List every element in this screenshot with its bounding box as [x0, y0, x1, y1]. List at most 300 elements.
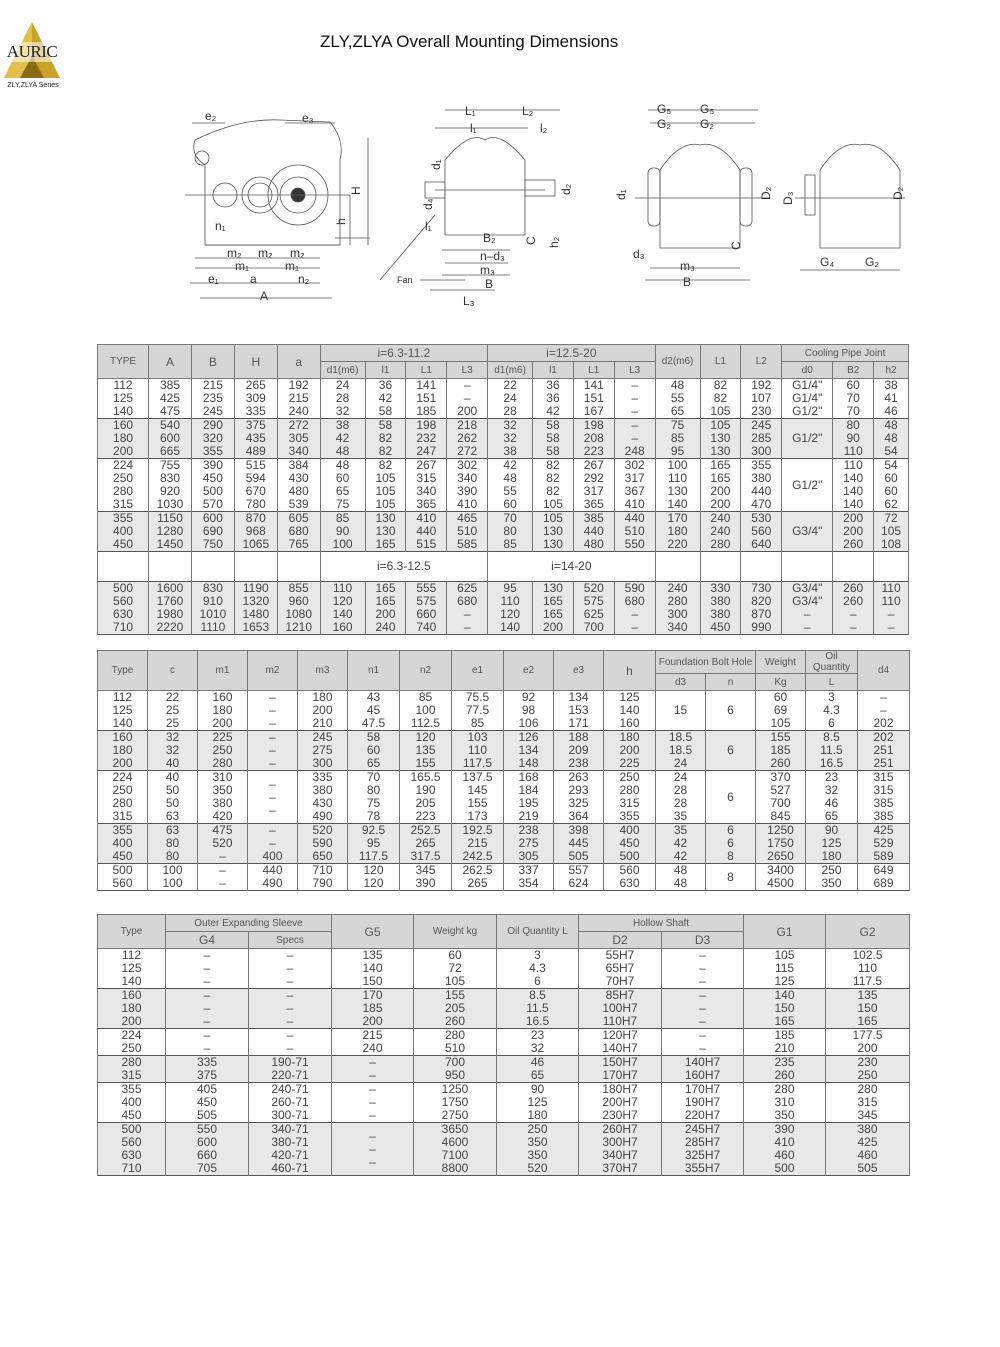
- cell-value: 218: [457, 418, 478, 432]
- cell-value: 32: [503, 418, 517, 432]
- cell-value: 103: [467, 730, 488, 744]
- cell-d0: [782, 459, 833, 512]
- cell-value: G3/4": [792, 581, 823, 595]
- cell-value: –: [203, 974, 211, 988]
- cell-L2: [741, 512, 782, 552]
- table-row-group: [98, 379, 909, 419]
- cell-value: 130: [375, 511, 396, 525]
- cell-value: 505: [857, 1161, 878, 1175]
- cell-value: 450: [202, 471, 223, 485]
- cell-value: 555: [416, 581, 437, 595]
- cell-value: –: [699, 974, 706, 988]
- cell-B: [191, 582, 234, 635]
- cell-value: 238: [568, 756, 589, 770]
- cell-value: 560: [751, 524, 772, 538]
- cell-value: 215: [467, 836, 488, 850]
- cell-value: –: [699, 948, 706, 962]
- cell-value: 649: [873, 863, 894, 877]
- cell-value: 830: [159, 471, 181, 485]
- cell-value: 8.5: [529, 988, 546, 1002]
- cell-value: 140: [113, 404, 134, 418]
- cell-L1b: [573, 379, 614, 419]
- cell-value: 117.5: [358, 849, 389, 863]
- cell-value: 400: [112, 836, 133, 850]
- cell-G1: [744, 1056, 826, 1083]
- cell-H: [234, 379, 277, 419]
- cell-value: 75: [366, 796, 381, 810]
- cell-value: 151: [416, 391, 437, 405]
- cell-value: 140: [121, 974, 142, 988]
- cell-value: 435: [245, 431, 266, 445]
- cell-value: 500: [774, 1161, 795, 1175]
- cell-oil: [806, 771, 858, 824]
- cell-L1b: [573, 512, 614, 552]
- cell-type: [98, 864, 148, 891]
- cell-value: 520: [527, 1161, 548, 1175]
- cell-value: 6: [534, 974, 541, 988]
- cell-value: 135: [362, 948, 383, 962]
- svg-text:n₂: n₂: [298, 272, 310, 286]
- cell-G4: [166, 1083, 249, 1123]
- cell-specs: [249, 1029, 332, 1056]
- cell-value: 75.5: [465, 690, 490, 704]
- cell-value: 250: [857, 1068, 878, 1082]
- cell-value: 1110: [200, 620, 226, 634]
- cell-value: 6: [727, 789, 734, 804]
- cell-value: 275: [518, 836, 539, 850]
- cell-value: 126: [518, 730, 539, 744]
- col-B2: B2: [833, 362, 874, 379]
- cell-value: 280: [710, 537, 731, 551]
- cell-type: [98, 459, 149, 512]
- cell-value: 185: [362, 1001, 383, 1015]
- cell-value: 250: [821, 863, 842, 877]
- cell-d3: [656, 771, 706, 824]
- cell-value: 75: [670, 418, 685, 432]
- cell-value: 302: [624, 458, 645, 472]
- cell-value: 489: [245, 444, 266, 458]
- cell-value: 335: [312, 770, 333, 784]
- cell-value: 41: [884, 391, 898, 405]
- cell-value: 250: [121, 1041, 142, 1055]
- cell-L1a: [406, 419, 447, 459]
- cell-value: 250: [112, 783, 133, 797]
- cell-value: 219: [518, 809, 539, 823]
- cell-value: 210: [774, 1041, 795, 1055]
- cell-value: 292: [583, 471, 604, 485]
- cell-value: 112.5: [410, 716, 441, 730]
- cell-value: 80: [846, 418, 860, 432]
- cell-D3: [662, 949, 744, 989]
- cell-value: 82: [378, 458, 393, 472]
- cell-G5: [332, 1123, 414, 1176]
- cell-value: 7100: [441, 1148, 469, 1162]
- cell-H: [234, 459, 277, 512]
- cell-value: 247: [416, 444, 437, 458]
- cell-value: 355: [121, 1082, 142, 1096]
- cell-value: 110: [857, 961, 878, 975]
- cell-value: 405: [196, 1082, 218, 1096]
- cell-oil: [497, 1123, 579, 1176]
- cell-value: 1280: [156, 524, 184, 538]
- cell-value: 280: [444, 1028, 466, 1042]
- cell-value: 48: [503, 471, 517, 485]
- svg-text:d₄: d₄: [421, 198, 435, 210]
- cell-L1: [700, 419, 741, 459]
- cell-L1: [700, 512, 741, 552]
- cell-n: [706, 864, 756, 891]
- cell-value: –: [699, 961, 706, 975]
- cell-value: –: [269, 836, 276, 850]
- cell-value: 950: [444, 1068, 466, 1082]
- cell-value: 70: [366, 770, 381, 784]
- cell-value: 280: [121, 1055, 142, 1069]
- cell-value: 80: [165, 849, 180, 863]
- cell-value: 390: [774, 1122, 795, 1136]
- cell-value: 130: [667, 484, 688, 498]
- cell-value: 60: [448, 948, 462, 962]
- cell-value: 385: [159, 378, 181, 392]
- cell-value: 230: [857, 1055, 878, 1069]
- cell-m1: [198, 824, 248, 864]
- cell-value: G1/2": [792, 431, 823, 445]
- cell-value: 48: [884, 418, 898, 432]
- cell-value: 105: [710, 404, 731, 418]
- cell-A: [149, 512, 192, 552]
- cell-L1a: [406, 459, 447, 512]
- dimensions-table-3: [97, 914, 910, 1176]
- cell-value: 230H7: [602, 1108, 638, 1122]
- cell-value: –: [203, 948, 211, 962]
- cell-value: 665: [159, 444, 181, 458]
- cell-value: 55H7: [605, 948, 635, 962]
- cell-d2: [655, 379, 700, 419]
- cell-specs: [249, 1123, 332, 1176]
- cell-value: 410: [416, 511, 437, 525]
- cell-d2: [655, 512, 700, 552]
- cell-value: 198: [583, 418, 604, 432]
- cell-value: 38: [503, 444, 517, 458]
- cell-value: 560: [113, 594, 134, 608]
- cell-value: 72: [884, 511, 898, 525]
- svg-text:e₁: e₁: [208, 272, 219, 286]
- cell-value: 110: [881, 581, 901, 595]
- cell-L2: [741, 459, 782, 512]
- cell-G5: [332, 989, 414, 1029]
- cell-value: 95: [503, 581, 517, 595]
- cell-value: 8.5: [823, 730, 840, 744]
- cell-value: 160: [212, 690, 233, 704]
- cell-value: 6: [727, 703, 734, 717]
- cell-value: 540: [159, 418, 181, 432]
- col-specs: Specs: [249, 932, 332, 949]
- cell-value: 350: [527, 1148, 548, 1162]
- cell-value: 24: [335, 378, 350, 392]
- cell-value: 125: [619, 690, 640, 704]
- cell-value: 855: [288, 581, 309, 595]
- cell-B2: [833, 379, 874, 419]
- cell-value: 125: [527, 1095, 548, 1109]
- cell-value: 200: [857, 1041, 878, 1055]
- cell-value: 200: [457, 404, 478, 418]
- cell-value: 300: [751, 444, 772, 458]
- cell-D2: [579, 1123, 662, 1176]
- cell-value: 48: [335, 458, 350, 472]
- cell-weight: [414, 1123, 497, 1176]
- cell-value: 105: [881, 524, 902, 538]
- cell-L2: [741, 582, 782, 635]
- cell-value: 60: [884, 484, 898, 498]
- cell-value: –: [269, 730, 276, 744]
- cell-value: 260-71: [271, 1095, 309, 1109]
- cell-m2: [248, 771, 298, 824]
- cell-value: 102.5: [852, 948, 883, 962]
- cell-value: 125: [112, 703, 133, 717]
- cell-value: 135: [857, 988, 878, 1002]
- cell-value: 440: [751, 484, 772, 498]
- cell-value: 180: [527, 1108, 548, 1122]
- cell-value: 293: [568, 783, 589, 797]
- cell-value: 6: [828, 716, 835, 730]
- cell-value: 151: [583, 391, 604, 405]
- gearbox-drawing-icon: [180, 100, 910, 310]
- cell-B: [191, 459, 234, 512]
- col-d3: d3: [656, 674, 706, 691]
- cell-value: 155: [467, 796, 488, 810]
- cell-value: –: [463, 378, 471, 392]
- cell-value: 355: [202, 444, 223, 458]
- col-m1: m1: [198, 651, 248, 691]
- cell-value: –: [369, 1068, 376, 1082]
- cell-value: 1320: [242, 594, 270, 608]
- cell-value: 335: [245, 404, 266, 418]
- table-row-group: [98, 1056, 910, 1083]
- cell-value: 250: [527, 1122, 548, 1136]
- cell-value: 75: [335, 497, 350, 511]
- cell-value: –: [203, 1041, 211, 1055]
- cell-value: 208: [583, 431, 604, 445]
- cell-value: 590: [624, 581, 645, 595]
- cell-d1a: [320, 512, 365, 552]
- cell-value: 140: [362, 961, 383, 975]
- cell-value: 375: [245, 418, 266, 432]
- cell-value: 225: [619, 756, 640, 770]
- cell-value: 6: [727, 823, 734, 837]
- cell-d4: [858, 771, 910, 824]
- cell-value: 450: [196, 1095, 218, 1109]
- cell-value: 305: [288, 431, 309, 445]
- svg-text:B: B: [485, 277, 494, 291]
- cell-value: 968: [245, 524, 266, 538]
- cell-type: [98, 989, 166, 1029]
- cell-value: 160: [332, 620, 353, 634]
- cell-value: 58: [546, 418, 560, 432]
- cell-value: 780: [245, 497, 266, 511]
- cell-value: 335: [196, 1055, 218, 1069]
- cell-A: [149, 582, 192, 635]
- cell-value: 430: [312, 796, 333, 810]
- cell-value: 141: [583, 378, 604, 392]
- cell-value: 285: [751, 431, 772, 445]
- cell-value: 205: [415, 796, 436, 810]
- cell-value: 500: [113, 581, 134, 595]
- cell-e2: [504, 691, 554, 731]
- cell-weight: [414, 1029, 497, 1056]
- cell-value: 90: [824, 823, 839, 837]
- cell-m1: [198, 771, 248, 824]
- cell-L3b: [614, 379, 655, 419]
- cell-value: 60: [335, 471, 350, 485]
- cell-value: 140: [619, 703, 640, 717]
- table-row-group: [98, 1029, 910, 1056]
- cell-value: 165: [375, 594, 396, 608]
- cell-value: 430: [288, 471, 309, 485]
- cell-value: 160: [619, 716, 640, 730]
- cell-value: 130: [542, 524, 563, 538]
- cell-value: 530: [751, 511, 772, 525]
- cell-G2: [826, 1123, 910, 1176]
- cell-G5: [332, 1083, 414, 1123]
- col-m2: m2: [248, 651, 298, 691]
- cell-value: 245: [312, 730, 333, 744]
- cell-value: 960: [288, 594, 309, 608]
- svg-text:d₁: d₁: [429, 159, 443, 170]
- cell-value: 600: [196, 1135, 218, 1149]
- cell-value: 380: [857, 1122, 878, 1136]
- cell-value: 4.3: [823, 703, 840, 717]
- cell-d4: [858, 864, 910, 891]
- cell-value: 354: [518, 876, 539, 890]
- cell-value: 110: [843, 458, 863, 472]
- cell-value: 110: [333, 581, 353, 595]
- cell-value: 112: [112, 690, 133, 704]
- cell-value: 624: [568, 876, 589, 890]
- cell-value: 705: [196, 1161, 218, 1175]
- cell-value: 315: [619, 796, 640, 810]
- cell-G1: [744, 1083, 826, 1123]
- svg-text:d₂: d₂: [559, 183, 573, 195]
- cell-value: 8: [727, 869, 734, 884]
- cell-value: 82: [546, 458, 560, 472]
- dimensions-table-1: [97, 344, 909, 635]
- cell-L1a: [406, 512, 447, 552]
- cell-value: 32: [335, 404, 350, 418]
- svg-text:n₁: n₁: [215, 219, 226, 233]
- cell-L1b: [573, 459, 614, 512]
- cell-value: 171: [568, 716, 589, 730]
- cell-value: 420: [212, 809, 233, 823]
- cell-value: 32: [503, 431, 517, 445]
- cell-value: –: [203, 988, 211, 1002]
- cell-value: 364: [568, 809, 589, 823]
- cell-weight: [756, 731, 806, 771]
- cell-value: 58: [378, 404, 393, 418]
- cell-value: 710: [113, 620, 134, 634]
- cell-specs: [249, 949, 332, 989]
- cell-n: [706, 824, 756, 864]
- cell-value: –: [269, 743, 276, 757]
- cell-value: 750: [202, 537, 223, 551]
- col-oil-unit: L: [806, 674, 858, 691]
- cell-value: 42: [673, 849, 688, 863]
- svg-text:m₃: m₃: [480, 263, 495, 277]
- cell-value: 18.5: [668, 730, 693, 744]
- cell-value: 112: [113, 378, 133, 392]
- cell-L3a: [447, 512, 488, 552]
- cell-value: 265: [415, 836, 436, 850]
- cell-value: 140: [774, 988, 795, 1002]
- cell-d2: [655, 459, 700, 512]
- cell-c: [148, 824, 198, 864]
- cell-value: 47.5: [361, 716, 386, 730]
- cell-n2: [400, 691, 452, 731]
- cell-value: –: [880, 690, 887, 704]
- svg-text:G₅: G₅: [657, 102, 672, 116]
- cell-A: [149, 379, 192, 419]
- cell-value: 575: [583, 594, 604, 608]
- cell-value: 1010: [199, 607, 227, 621]
- cell-value: 251: [873, 743, 894, 757]
- cell-e1: [452, 731, 504, 771]
- col-L1b: L1: [573, 362, 614, 379]
- col-l1b: l1: [533, 362, 574, 379]
- cell-l1a: [365, 379, 406, 419]
- cell-value: 28: [335, 391, 350, 405]
- svg-text:a: a: [250, 272, 257, 286]
- cell-value: –: [631, 620, 638, 634]
- cell-value: 117.5: [462, 756, 493, 770]
- cell-D2: [579, 1029, 662, 1056]
- cell-value: 560: [112, 876, 133, 890]
- cell-value: 134: [518, 743, 539, 757]
- cell-value: –: [286, 1028, 294, 1042]
- cell-c: [148, 731, 198, 771]
- cell-value: 8800: [441, 1161, 469, 1175]
- cell-value: 240: [667, 581, 688, 595]
- cell-value: 140: [667, 497, 688, 511]
- cell-value: 1760: [156, 594, 184, 608]
- ratio-label-1: i=6.3-12.5: [320, 552, 487, 582]
- cell-value: 252.5: [410, 823, 441, 837]
- cell-m1: [198, 691, 248, 731]
- col-h2: h2: [874, 362, 909, 379]
- cell-value: 168: [518, 770, 539, 784]
- cell-value: –: [219, 849, 226, 863]
- cell-value: 105: [375, 471, 396, 485]
- col-e3: e3: [554, 651, 604, 691]
- cell-value: 660: [416, 607, 437, 621]
- cell-value: 105: [774, 948, 795, 962]
- cell-value: –: [803, 607, 811, 621]
- cell-D3: [662, 1056, 744, 1083]
- col-a: a: [277, 345, 320, 379]
- cell-value: 42: [378, 391, 393, 405]
- cell-value: 82: [713, 391, 728, 405]
- cell-e1: [452, 771, 504, 824]
- cell-G4: [166, 1123, 249, 1176]
- cell-value: 300: [312, 756, 333, 770]
- svg-text:G₅: G₅: [700, 102, 715, 116]
- cell-value: 85: [335, 511, 350, 525]
- cell-value: 400: [262, 849, 283, 863]
- cell-m3: [298, 731, 348, 771]
- cell-value: 140: [500, 620, 521, 634]
- cell-value: 80: [366, 783, 381, 797]
- svg-text:H: H: [349, 186, 363, 195]
- col-d1b: d1(m6): [488, 362, 533, 379]
- cell-value: 355: [112, 823, 133, 837]
- cell-value: 92.5: [361, 823, 386, 837]
